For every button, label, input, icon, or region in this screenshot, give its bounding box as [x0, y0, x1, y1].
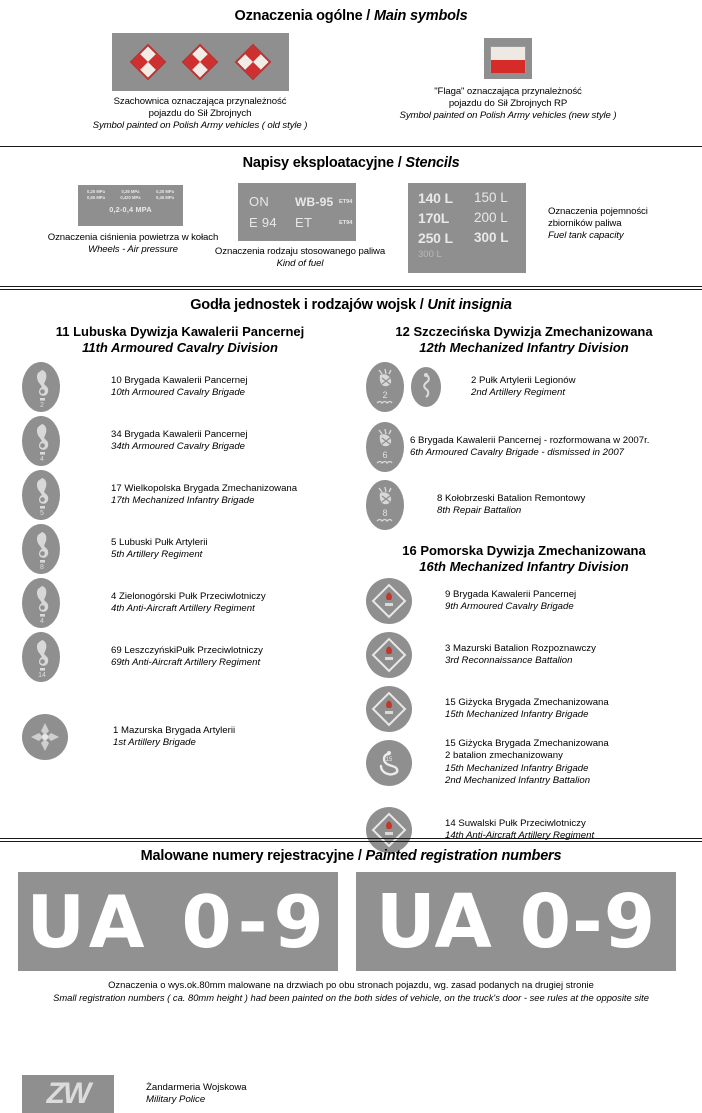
military-police-badge-icon	[22, 1075, 114, 1113]
unit-label-en: 2nd Artillery Regiment	[471, 387, 566, 398]
unit-label-pl: 2 Pułk Artylerii Legionów	[471, 374, 576, 386]
unit-label-en: 6th Armoured Cavalry Brigade - dismissed in 2007	[410, 447, 625, 458]
section-title-pl: Malowane numery rejestracyjne	[140, 848, 355, 864]
szachownica-diamond-icon	[131, 45, 165, 79]
diamond-emblem-badge-icon	[366, 807, 412, 853]
unit-label-en: 15th Mechanized Infantry Brigade	[445, 709, 589, 720]
svg-text:4: 4	[40, 456, 44, 463]
fuel-grid	[249, 191, 353, 233]
tank-cell: 300 L	[474, 230, 509, 245]
compass-star-emblem-icon	[22, 714, 68, 760]
unit-label-en: 9th Armoured Cavalry Brigade	[445, 601, 574, 612]
griffin-badge-icon	[366, 422, 404, 472]
section-title-sep: /	[362, 8, 374, 24]
unit-label-pl: 10 Brygada Kawalerii Pancernej	[111, 374, 248, 386]
pressure-value: 0,35 MPa	[121, 189, 140, 194]
unit-label-15-brygada	[445, 697, 609, 722]
tank-cell: 150 L	[474, 190, 508, 205]
szachownica-plate	[112, 33, 289, 91]
unit-label-pl: 8 Kołobrzeski Batalion Remontowy	[437, 492, 586, 504]
registration-note-pl: Oznaczenia o wys.ok.80mm malowane na drzwiach po obu stronach pojazdu, wg. zasad podanych na drugiej stronie	[108, 979, 594, 990]
division-heading-12-pl: 12 Szczecińska Dywizja Zmechanizowana	[395, 324, 653, 339]
pressure-value: 0,55 MPa	[87, 195, 105, 200]
szachownica-caption-pl-1: Szachownica oznaczająca przynależność	[113, 96, 287, 107]
flag-caption	[348, 86, 668, 123]
diamond-emblem-icon	[366, 686, 412, 732]
division-heading-12-en: 12th Mechanized Infantry Division	[419, 340, 629, 355]
division-heading-16-pl: 16 Pomorska Dywizja Zmechanizowana	[402, 543, 646, 558]
unit-row-15-brygada-2-batalion	[366, 738, 609, 788]
registration-plate-2	[356, 872, 676, 971]
tank-cell: 200 L	[474, 210, 508, 225]
horse-head-emblem-icon	[22, 632, 60, 682]
tank-capacity-stencil-box	[408, 183, 526, 273]
unit-row-9-brygada	[366, 578, 576, 624]
unit-label-pl: 34 Brygada Kawalerii Pancernej	[111, 428, 248, 440]
griffin-badge-icon	[366, 362, 404, 412]
svg-text:2: 2	[40, 402, 44, 409]
registration-note-en: Small registration numbers ( ca. 80mm height ) had been painted on the both sides of vehicle, on the truck's door - see rules at the opposite site	[53, 992, 649, 1003]
checkerboard-diamond	[130, 44, 167, 81]
tank-capacity-caption-en: Fuel tank capacity	[548, 230, 624, 242]
unit-label-pl: 15 Giżycka Brygada Zmechanizowana	[445, 696, 609, 708]
section-title-sep: /	[415, 297, 428, 313]
fuel-cell: ET94	[339, 198, 353, 205]
section-title-en: Painted registration numbers	[365, 848, 562, 864]
unit-label-15-brygada-2-batalion	[445, 738, 609, 788]
air-pressure-caption-en: Wheels - Air pressure	[88, 244, 178, 256]
diamond-emblem-icon	[366, 578, 412, 624]
tank-cell: 250 L	[418, 230, 453, 246]
diamond-emblem-badge-icon	[366, 578, 412, 624]
unit-row-17-brygada	[22, 470, 297, 520]
flag-plate	[484, 38, 532, 79]
diamond-emblem-icon	[366, 632, 412, 678]
unit-label-en: 5th Artillery Regiment	[111, 549, 203, 560]
fuel-cell: E 94	[249, 215, 277, 230]
air-pressure-stencil-box	[78, 185, 183, 226]
registration-plate-1	[18, 872, 338, 971]
section-divider-1	[0, 146, 702, 147]
pressure-value: 0,420 MPa	[120, 195, 141, 200]
section-divider-3	[0, 838, 702, 842]
tank-capacity-caption-pl-1: Oznaczenia pojemności	[548, 206, 648, 217]
unit-label-1-brygada-artylerii	[113, 725, 235, 750]
tank-capacity-caption-pl-2: zbiorników paliwa	[548, 218, 622, 230]
unit-row-14-pulk	[366, 807, 594, 853]
svg-text:8: 8	[382, 508, 388, 518]
pressure-value: 0,30 MPa	[156, 189, 174, 194]
unit-row-2-pulk-artylerii	[366, 362, 576, 412]
compass-star-badge-icon	[22, 714, 68, 760]
section-title-en: Unit insignia	[427, 297, 512, 313]
diamond-emblem-badge-icon	[366, 632, 412, 678]
unit-label-10-brygada	[111, 375, 248, 400]
unit-row-zandarmeria	[22, 1075, 247, 1113]
griffin-emblem-icon	[366, 362, 404, 412]
checkerboard-diamond	[234, 44, 271, 81]
serpent-staff-badge-icon	[411, 367, 441, 407]
division-heading-11-en: 11th Armoured Cavalry Division	[82, 340, 278, 355]
unit-row-6-brygada	[366, 422, 649, 472]
unit-row-10-brygada	[22, 362, 248, 412]
section-title-en: Main symbols	[373, 8, 468, 24]
checkerboard-diamond	[182, 44, 219, 81]
swan-emblem-icon	[366, 740, 412, 786]
szachownica-caption-en: Symbol painted on Polish Army vehicles ( old style )	[92, 120, 308, 132]
svg-text:6: 6	[382, 450, 388, 460]
unit-label-pl: 4 Zielonogórski Pułk Przeciwlotniczy	[111, 590, 266, 602]
fuel-cell: ET	[295, 215, 313, 230]
fuel-type-caption-pl: Oznaczenia rodzaju stosowanego paliwa	[214, 246, 386, 257]
unit-label-8-batalion	[437, 493, 585, 518]
unit-label-en: 10th Armoured Cavalry Brigade	[111, 387, 246, 398]
fuel-cell: ON	[249, 194, 270, 209]
unit-row-34-brygada	[22, 416, 248, 466]
unit-label-17-brygada	[111, 483, 297, 508]
tank-cell-dim: 300 L	[418, 249, 442, 260]
svg-text:8: 8	[40, 564, 44, 571]
fuel-type-caption-en: Kind of fuel	[276, 258, 324, 270]
horse-head-emblem-icon	[22, 416, 60, 466]
griffin-badge-icon	[366, 480, 404, 530]
section-title-pl: Godła jednostek i rodzajów wojsk	[190, 297, 416, 313]
section-title-pl: Oznaczenia ogólne	[234, 8, 363, 24]
tank-capacity-caption	[548, 206, 698, 243]
unit-label-en: 4th Anti-Aircraft Artillery Regiment	[111, 603, 255, 614]
unit-label-34-brygada	[111, 429, 248, 454]
svg-text:15: 15	[385, 756, 393, 763]
unit-label-en-2: 2nd Mechanized Infantry Battalion	[445, 775, 591, 787]
registration-plate-1-text: UA 0-9	[26, 879, 330, 964]
fuel-type-stencil-box	[238, 183, 356, 241]
unit-label-3-batalion	[445, 643, 596, 668]
unit-label-en: 3rd Reconnaissance Battalion	[445, 655, 573, 666]
swan-badge-icon	[366, 740, 412, 786]
horse-head-badge-icon	[22, 362, 60, 412]
section-title-stencils	[0, 155, 702, 171]
flag-stripe-red	[491, 60, 525, 73]
svg-text:5: 5	[40, 510, 44, 517]
horse-head-badge-icon	[22, 578, 60, 628]
szachownica-diamond-icon	[236, 45, 270, 79]
air-pressure-caption-pl: Oznaczenia ciśnienia powietrza w kołach	[47, 232, 219, 243]
unit-row-4-pulk	[22, 578, 266, 628]
section-title-registration	[0, 848, 702, 864]
unit-label-en: 69th Anti-Aircraft Artillery Regiment	[111, 657, 261, 668]
zw-label: ZW	[46, 1077, 90, 1110]
registration-note	[0, 978, 702, 1004]
unit-label-pl: 15 Giżycka Brygada Zmechanizowana	[445, 738, 609, 749]
unit-label-4-pulk	[111, 591, 266, 616]
tank-grid	[418, 190, 516, 246]
section-title-unit-insignia	[0, 297, 702, 313]
svg-text:4: 4	[40, 618, 44, 625]
unit-label-pl: 1 Mazurska Brygada Artylerii	[113, 724, 236, 736]
horse-head-badge-icon	[22, 632, 60, 682]
division-heading-11	[12, 324, 348, 356]
section-title-sep: /	[393, 155, 406, 171]
unit-label-en: Military Police	[146, 1094, 206, 1105]
flag-caption-en: Symbol painted on Polish Army vehicles (new style )	[399, 110, 617, 122]
unit-row-5-pulk	[22, 524, 208, 574]
unit-label-en: 8th Repair Battalion	[437, 505, 522, 516]
unit-label-pl: 5 Lubuski Pułk Artylerii	[111, 536, 208, 548]
pressure-value: 0,45 MPa	[156, 195, 174, 200]
horse-head-badge-icon	[22, 524, 60, 574]
fuel-cell: ET94	[339, 219, 353, 226]
unit-label-5-pulk	[111, 537, 208, 562]
unit-label-en: 14th Anti-Aircraft Artillery Regiment	[445, 830, 595, 841]
unit-label-en: 17th Mechanized Infantry Brigade	[111, 495, 255, 506]
pressure-row-2	[84, 195, 177, 201]
horse-head-emblem-icon	[22, 578, 60, 628]
horse-head-emblem-icon	[22, 524, 60, 574]
szachownica-caption	[40, 96, 360, 133]
unit-label-en: 34th Armoured Cavalry Brigade	[111, 441, 246, 452]
pressure-main-value: 0,2-0,4 MPA	[109, 205, 152, 214]
division-heading-16-en: 16th Mechanized Infantry Division	[419, 559, 629, 574]
unit-label-pl-2: 2 batalion zmechanizowany	[445, 750, 563, 762]
horse-head-emblem-icon	[22, 362, 60, 412]
unit-row-3-batalion	[366, 632, 596, 678]
unit-row-8-batalion	[366, 480, 585, 530]
unit-row-69-pulk	[22, 632, 263, 682]
unit-label-9-brygada	[445, 589, 576, 614]
section-title-sep: /	[354, 848, 366, 864]
szachownica-diamond-icon	[183, 45, 217, 79]
horse-head-emblem-icon	[22, 470, 60, 520]
division-heading-12	[356, 324, 692, 356]
horse-head-badge-icon	[22, 416, 60, 466]
unit-label-pl: 3 Mazurski Batalion Rozpoznawczy	[445, 642, 596, 654]
unit-label-2-pulk-artylerii	[471, 375, 576, 400]
registration-plate-2-text: UA 0-9	[375, 878, 657, 965]
unit-row-15-brygada	[366, 686, 609, 732]
unit-label-pl: 69 LeszczyńskiPułk Przeciwlotniczy	[111, 644, 263, 656]
unit-label-zandarmeria	[146, 1082, 247, 1107]
svg-text:14: 14	[38, 672, 46, 679]
unit-label-pl: 9 Brygada Kawalerii Pancernej	[445, 588, 577, 600]
polish-flag-icon	[490, 46, 526, 72]
unit-row-1-brygada-artylerii	[22, 714, 235, 760]
division-heading-11-pl: 11 Lubuska Dywizja Kawalerii Pancernej	[55, 324, 305, 339]
griffin-emblem-icon	[366, 480, 404, 530]
fuel-type-caption	[190, 246, 410, 270]
tank-cell: 140 L	[418, 190, 453, 206]
unit-label-pl: Żandarmeria Wojskowa	[146, 1081, 247, 1093]
horse-head-badge-icon	[22, 470, 60, 520]
unit-label-6-brygada	[410, 435, 649, 460]
section-title-en: Stencils	[405, 155, 460, 171]
fuel-cell: WB-95	[295, 194, 334, 209]
pressure-value: 0,25 MPa	[87, 189, 105, 194]
unit-label-en: 15th Mechanized Infantry Brigade	[445, 762, 589, 774]
diamond-emblem-icon	[366, 807, 412, 853]
section-title-main-symbols	[0, 8, 702, 24]
unit-label-pl: 17 Wielkopolska Brygada Zmechanizowana	[111, 482, 298, 494]
diamond-emblem-badge-icon	[366, 686, 412, 732]
unit-label-pl: 14 Suwalski Pułk Przeciwlotniczy	[445, 817, 586, 829]
flag-caption-pl-2: pojazdu do Sił Zbrojnych RP	[448, 98, 568, 110]
division-heading-16	[356, 543, 692, 575]
unit-label-en: 1st Artillery Brigade	[113, 737, 196, 748]
griffin-emblem-icon	[366, 422, 404, 472]
tank-cell: 170L	[418, 210, 450, 226]
serpent-staff-emblem-icon	[411, 367, 441, 407]
szachownica-caption-pl-2: pojazdu do Sił Zbrojnych	[148, 108, 252, 120]
flag-caption-pl-1: "Flaga" oznaczająca przynależność	[434, 86, 582, 97]
section-title-pl: Napisy eksploatacyjne	[242, 155, 394, 171]
svg-text:2: 2	[382, 390, 388, 400]
unit-label-pl: 6 Brygada Kawalerii Pancernej - rozformowana w 2007r.	[410, 434, 650, 446]
unit-label-69-pulk	[111, 645, 263, 670]
flag-stripe-white	[491, 47, 525, 60]
